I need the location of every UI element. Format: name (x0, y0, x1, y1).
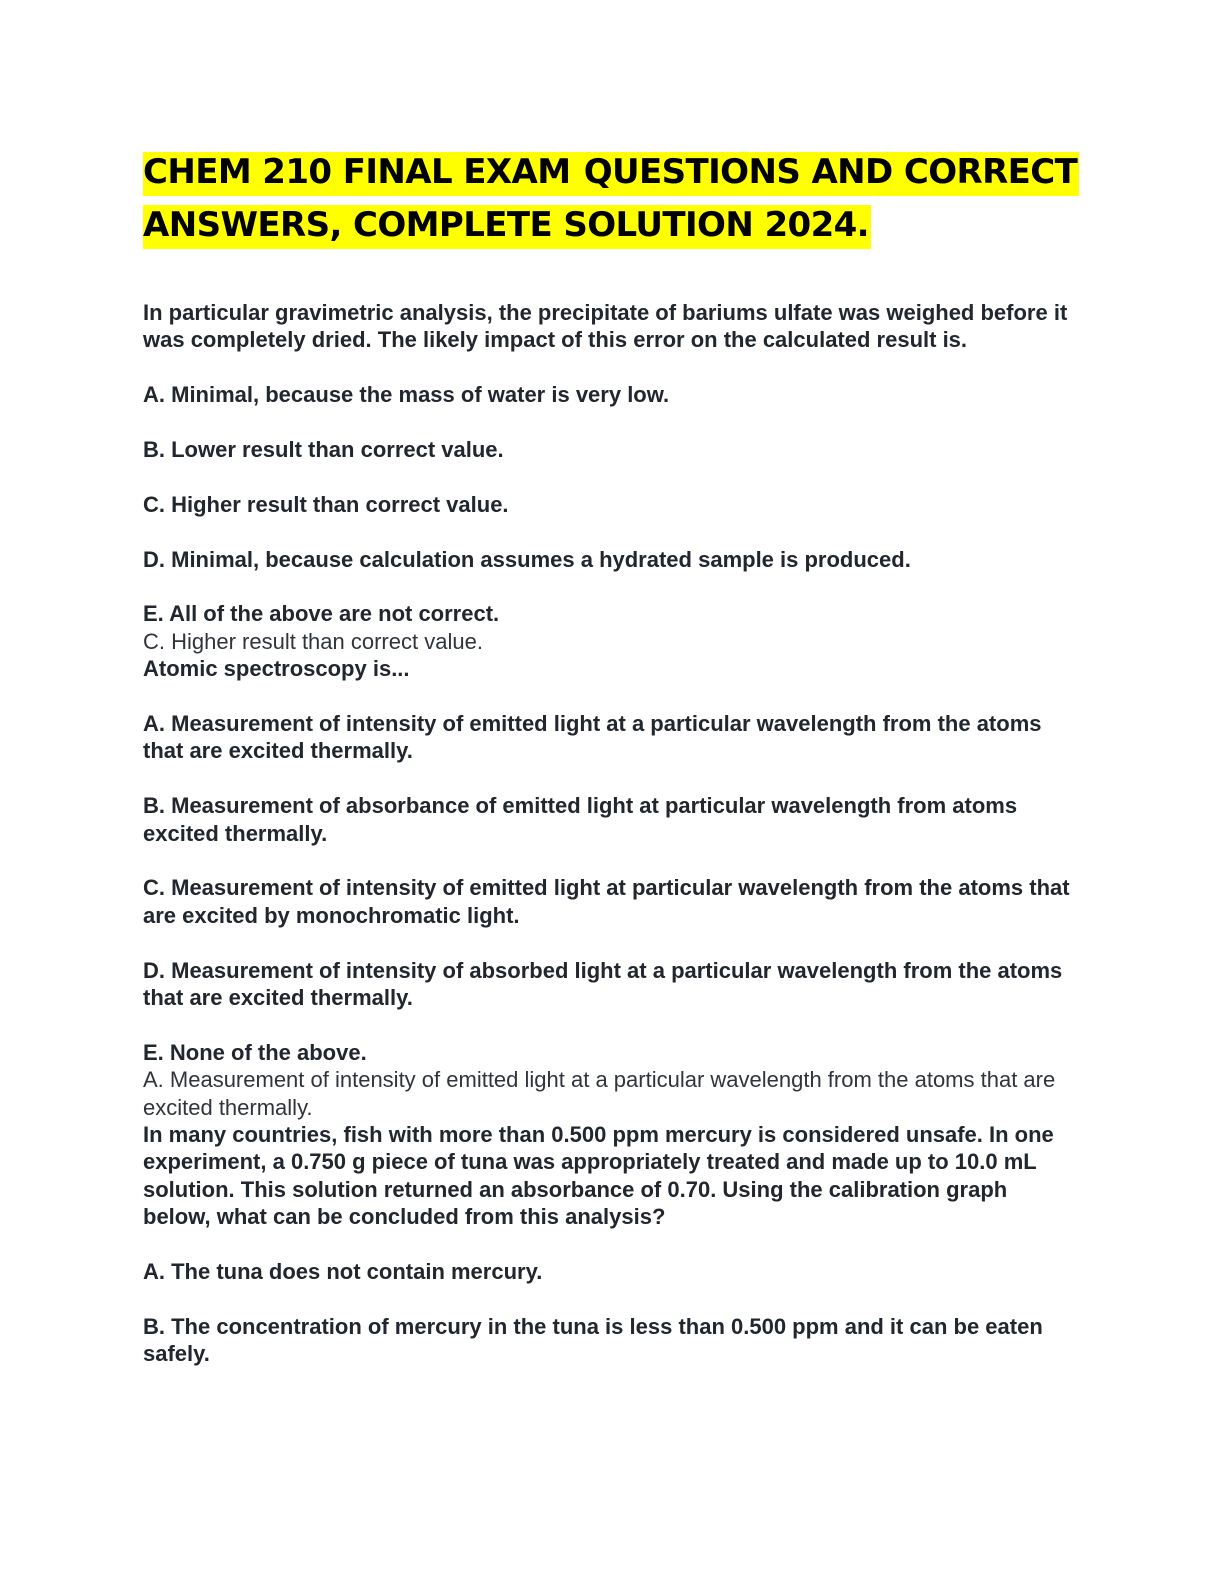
question-1-answer: C. Higher result than correct value. (143, 628, 483, 654)
document-body (143, 299, 1078, 1368)
question-3-text: In many countries, fish with more than 0.500 ppm mercury is considered unsafe. In one experiment, a 0.750 g piece of tuna was appropriately treated and made up to 10.0 mL solution. This solution returned an absorbance of 0.70. Using the calibration graph below, what can be concluded from this analysis? (143, 1122, 1054, 1230)
question-1-text: In particular gravimetric analysis, the precipitate of bariums ulfate was weighed before it was completely dried. The likely impact of this error on the calculated result is. (143, 300, 1068, 353)
question-3-option-b: B. The concentration of mercury in the tuna is less than 0.500 ppm and it can be eaten safely. (143, 1313, 1043, 1367)
question-2-option-d: D. Measurement of intensity of absorbed light at a particular wavelength from the atoms that are excited thermally. (143, 957, 1063, 1011)
question-1-option-b: B. Lower result than correct value. (143, 437, 504, 462)
question-1-option-d: D. Minimal, because calculation assumes a hydrated sample is produced. (143, 546, 911, 572)
title-highlight-part1: CHEM 210 FINAL EXAM (143, 152, 584, 196)
question-1-option-e: E. All of the above are not correct. (143, 601, 500, 627)
question-2-text: Atomic spectroscopy is... (143, 656, 410, 682)
question-3-option-a: A. The tuna does not contain mercury. (143, 1259, 543, 1285)
document-title (143, 146, 1103, 252)
question-1-option-a: A. Minimal, because the mass of water is very low. (143, 382, 670, 408)
question-2-option-e: E. None of the above. (143, 1039, 367, 1065)
question-2-answer: A. Measurement of intensity of emitted light at a particular wavelength from the atoms that are excited thermally. (143, 1067, 1056, 1120)
question-2-option-b: B. Measurement of absorbance of emitted light at particular wavelength from atoms excited thermally. (143, 793, 1018, 846)
question-2-option-c: C. Measurement of intensity of emitted light at particular wavelength from the atoms that are excited by monochromatic light. (143, 875, 1070, 928)
question-2-option-a: A. Measurement of intensity of emitted light at a particular wavelength from the atoms that are excited thermally. (143, 711, 1042, 764)
title-highlight-part2: QUESTIONS AND CORRECT ANSWERS, COMPLETE SOLUTION 2024. (143, 152, 1079, 249)
question-1-option-c: C. Higher result than correct value. (143, 491, 509, 517)
